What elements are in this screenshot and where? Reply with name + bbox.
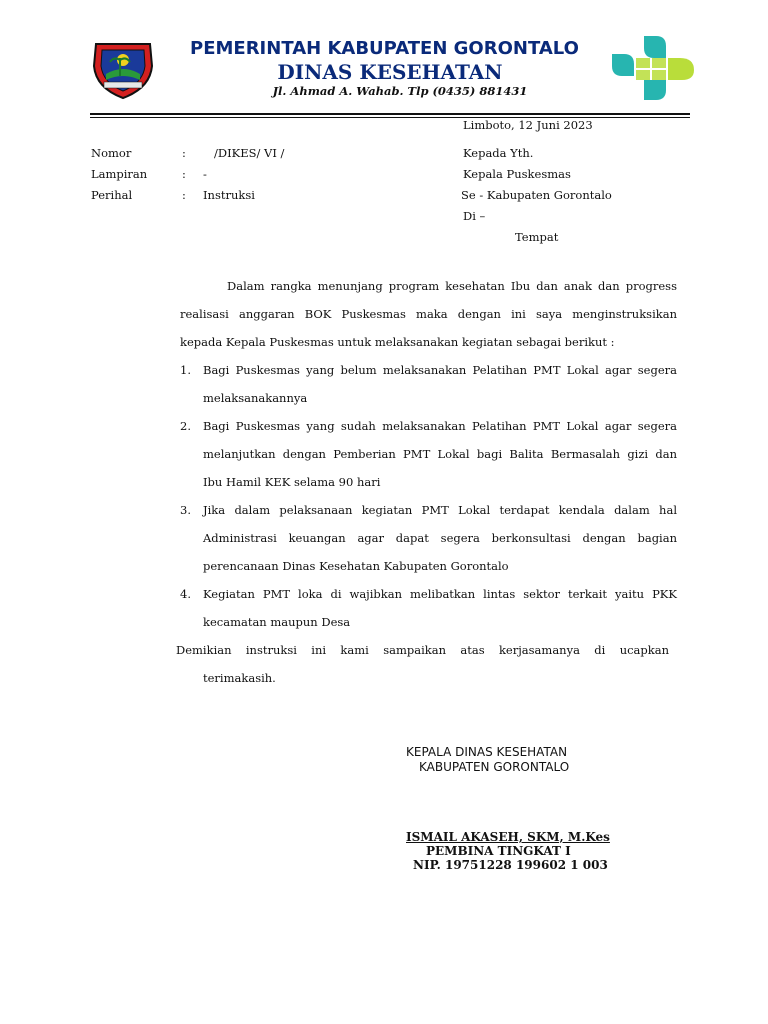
- meta-value-nomor: /DIKES/ VI /: [214, 146, 285, 160]
- meta-label-perihal: Perihal: [91, 188, 133, 202]
- recipient-line: Tempat: [515, 230, 559, 244]
- health-ministry-logo-icon: [610, 34, 696, 102]
- list-item-line: Bagi Puskesmas yang belum melaksanakan Pelatihan PMT Lokal agar segera: [203, 363, 677, 377]
- government-heading: PEMERINTAH KABUPATEN GORONTALO: [190, 38, 579, 59]
- list-item-line: kecamatan maupun Desa: [203, 615, 351, 629]
- meta-colon: :: [182, 188, 186, 202]
- body-paragraph-line: kepada Kepala Puskesmas untuk melaksanakan kegiatan sebagai berikut :: [180, 335, 615, 349]
- signature-title: KEPALA DINAS KESEHATAN: [406, 745, 568, 759]
- meta-colon: :: [182, 167, 186, 181]
- recipient-line: Kepada Yth.: [463, 146, 534, 160]
- office-address: Jl. Ahmad A. Wahab. Tlp (0435) 881431: [272, 84, 528, 98]
- header-rule-thin: [90, 117, 690, 118]
- meta-colon: :: [182, 146, 186, 160]
- body-paragraph-line: Dalam rangka menunjang program kesehatan Ibu dan anak dan progress: [227, 279, 677, 293]
- list-item-line: Jika dalam pelaksanaan kegiatan PMT Lokal terdapat kendala dalam hal: [203, 503, 677, 517]
- meta-value-perihal: Instruksi: [203, 188, 255, 202]
- meta-label-nomor: Nomor: [91, 146, 132, 160]
- signature-title: KABUPATEN GORONTALO: [419, 760, 570, 774]
- list-item-number: 2.: [180, 419, 191, 433]
- signatory-rank: PEMBINA TINGKAT I: [426, 844, 571, 858]
- recipient-line: Kepala Puskesmas: [463, 167, 571, 181]
- closing-line: terimakasih.: [203, 671, 276, 685]
- recipient-line: Se - Kabupaten Gorontalo: [461, 188, 612, 202]
- regency-emblem-icon: [90, 36, 156, 102]
- recipient-line: Di –: [463, 209, 486, 223]
- department-heading: DINAS KESEHATAN: [277, 60, 503, 84]
- list-item-number: 1.: [180, 363, 191, 377]
- signatory-nip: NIP. 19751228 199602 1 003: [413, 858, 608, 872]
- list-item-line: Bagi Puskesmas yang sudah melaksanakan Pelatihan PMT Lokal agar segera: [203, 419, 677, 433]
- list-item-number: 4.: [180, 587, 191, 601]
- letter-date: Limboto, 12 Juni 2023: [463, 118, 593, 132]
- list-item-line: Kegiatan PMT loka di wajibkan melibatkan lintas sektor terkait yaitu PKK: [203, 587, 677, 601]
- list-item-line: melaksanakannya: [203, 391, 308, 405]
- list-item-number: 3.: [180, 503, 191, 517]
- meta-label-lampiran: Lampiran: [91, 167, 148, 181]
- list-item-line: Ibu Hamil KEK selama 90 hari: [203, 475, 381, 489]
- closing-line: Demikian instruksi ini kami sampaikan atas kerjasamanya di ucapkan: [176, 643, 669, 657]
- list-item-line: Administrasi keuangan agar dapat segera berkonsultasi dengan bagian: [203, 531, 677, 545]
- meta-value-lampiran: -: [203, 167, 207, 181]
- signatory-name: ISMAIL AKASEH, SKM, M.Kes: [406, 830, 610, 844]
- header-rule-thick: [90, 113, 690, 115]
- list-item-line: melanjutkan dengan Pemberian PMT Lokal bagi Balita Bermasalah gizi dan: [203, 447, 677, 461]
- list-item-line: perencanaan Dinas Kesehatan Kabupaten Gorontalo: [203, 559, 509, 573]
- body-paragraph-line: realisasi anggaran BOK Puskesmas maka dengan ini saya menginstruksikan: [180, 307, 677, 321]
